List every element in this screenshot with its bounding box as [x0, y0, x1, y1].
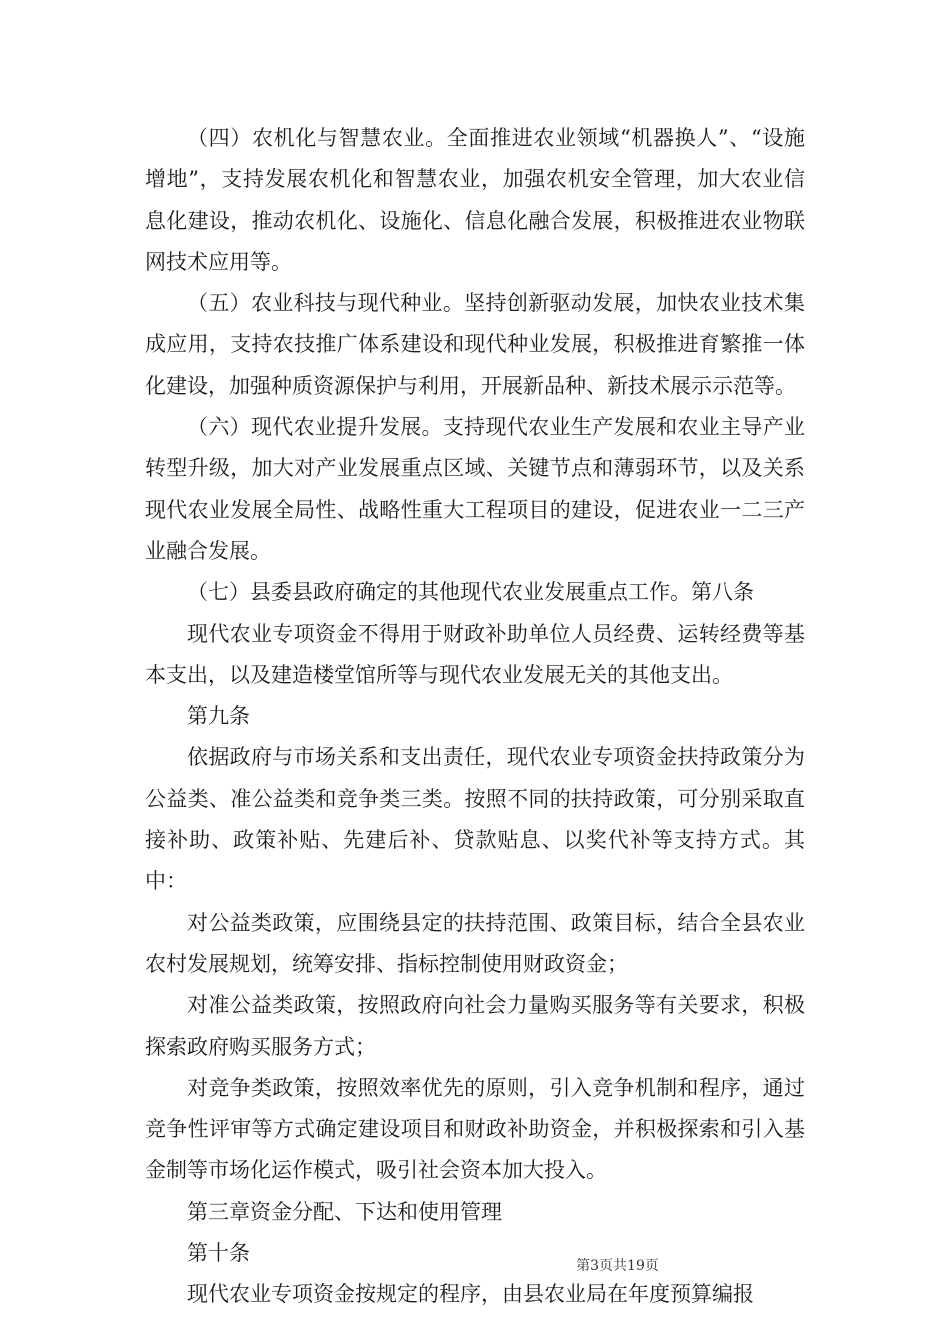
article-9-heading: 第九条 [187, 704, 250, 729]
paragraph-article-9-body: 依据政府与市场关系和支出责任，现代农业专项资金扶持政策分为公益类、准公益类和竞争类三类。按照不同的扶持政策，可分别采取直接补助、政策补贴、先建后补、贷款贴息、以奖代补等支持方式。其中： [145, 745, 805, 894]
paragraph-item-4: （四）农机化与智慧农业。全面推进农业领域“机器换人”、“设施增地”，支持发展农机化和智慧农业，加强农机安全管理，加大农业信息化建设，推动农机化、设施化、信息化融合发展，积极推进农业物联网技术应用等。 [145, 126, 805, 274]
paragraph-item-5: （五）农业科技与现代种业。坚持创新驱动发展，加快农业技术集成应用，支持农技推广体系建设和现代种业发展，积极推进育繁推一体化建设，加强种质资源保护与利用，开展新品种、新技术展示示范等。 [145, 291, 805, 398]
paragraph-public-welfare: 对公益类政策，应围绕县定的扶持范围、政策目标，结合全县农业农村发展规划，统筹安排、指标控制使用财政资金； [145, 910, 805, 976]
paragraph-item-6: （六）现代农业提升发展。支持现代农业生产发展和农业主导产业转型升级，加大对产业发展重点区域、关键节点和薄弱环节，以及关系现代农业发展全局性、战略性重大工程项目的建设，促进农业一二三产业融合发展。 [145, 415, 805, 563]
document-body [145, 118, 805, 1316]
paragraph-article-10-body: 现代农业专项资金按规定的程序，由县农业局在年度预算编报 [187, 1282, 754, 1307]
paragraph-competitive: 对竞争类政策，按照效率优先的原则，引入竞争机制和程序，通过竞争性评审等方式确定建设项目和财政补助资金，并积极探索和引入基金制等市场化运作模式，吸引社会资本加大投入。 [145, 1075, 805, 1183]
paragraph-article-8-body: 现代农业专项资金不得用于财政补助单位人员经费、运转经费等基本支出，以及建造楼堂馆所等与现代农业发展无关的其他支出。 [145, 621, 805, 687]
article-10-heading: 第十条 [187, 1241, 250, 1266]
chapter-3-heading: 第三章资金分配、下达和使用管理 [187, 1199, 502, 1224]
paragraph-quasi-public: 对准公益类政策，按照政府向社会力量购买服务等有关要求，积极探索政府购买服务方式； [145, 993, 805, 1059]
paragraph-item-7: （七）县委县政府确定的其他现代农业发展重点工作。第八条 [187, 580, 754, 605]
page-number-footer: 第3页共19页 [576, 1258, 659, 1274]
